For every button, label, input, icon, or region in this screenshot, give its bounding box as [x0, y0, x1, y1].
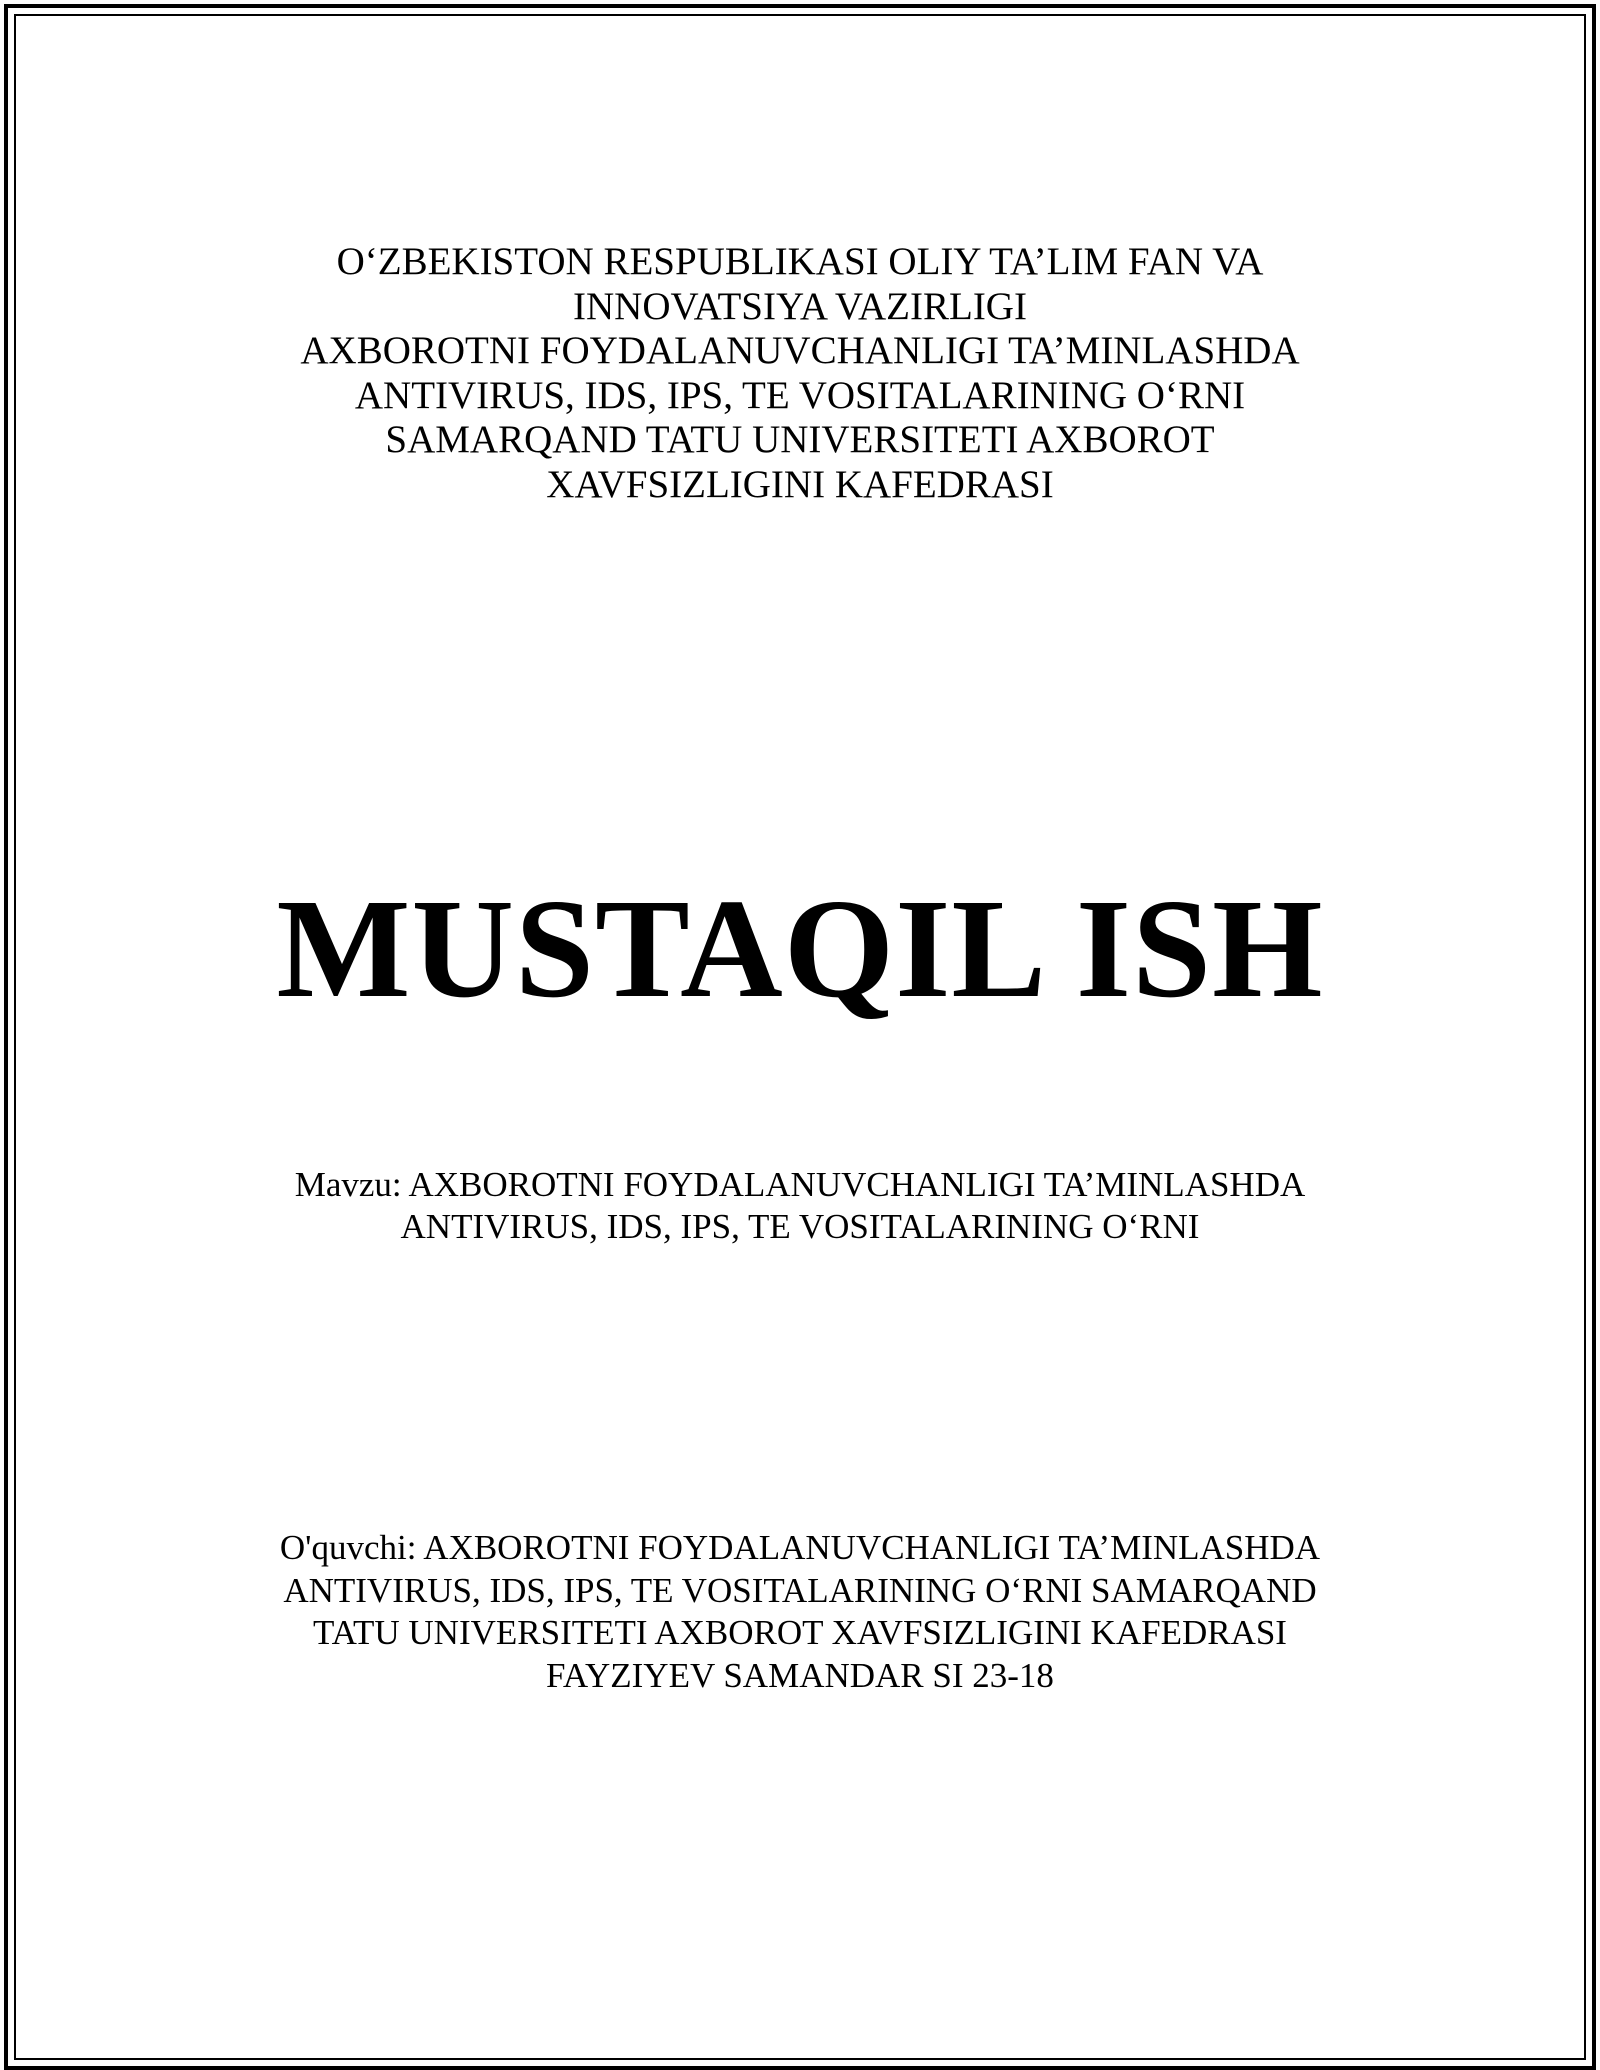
topic-line: Mavzu: AXBOROTNI FOYDALANUVCHANLIGI TA’MINLASHDA	[294, 1165, 1306, 1204]
student-block	[0, 1527, 1600, 1697]
header-line: SAMARQAND TATU UNIVERSITETI AXBOROT	[385, 418, 1215, 461]
ministry-header	[0, 240, 1600, 507]
student-line: FAYZIYEV SAMANDAR SI 23-18	[546, 1655, 1054, 1695]
document-title: MUSTAQIL ISH	[276, 869, 1324, 1027]
student-line: TATU UNIVERSITETI AXBOROT XAVFSIZLIGINI KAFEDRASI	[313, 1613, 1287, 1652]
header-line: XAVFSIZLIGINI KAFEDRASI	[546, 462, 1054, 506]
header-line: ANTIVIRUS, IDS, IPS, TE VOSITALARINING O‘RNI	[354, 373, 1246, 417]
header-line: O‘ZBEKISTON RESPUBLIKASI OLIY TA’LIM FAN VA	[336, 240, 1264, 283]
header-line: AXBOROTNI FOYDALANUVCHANLIGI TA’MINLASHDA	[300, 329, 1300, 372]
header-line: INNOVATSIYA VAZIRLIGI	[573, 284, 1027, 328]
student-line: O'quvchi: AXBOROTNI FOYDALANUVCHANLIGI TA’MINLASHDA	[279, 1528, 1321, 1567]
student-line: ANTIVIRUS, IDS, IPS, TE VOSITALARINING O‘RNI SAMARQAND	[283, 1570, 1317, 1610]
topic-line: ANTIVIRUS, IDS, IPS, TE VOSITALARINING O‘RNI	[400, 1207, 1200, 1246]
topic-block	[0, 1164, 1600, 1248]
